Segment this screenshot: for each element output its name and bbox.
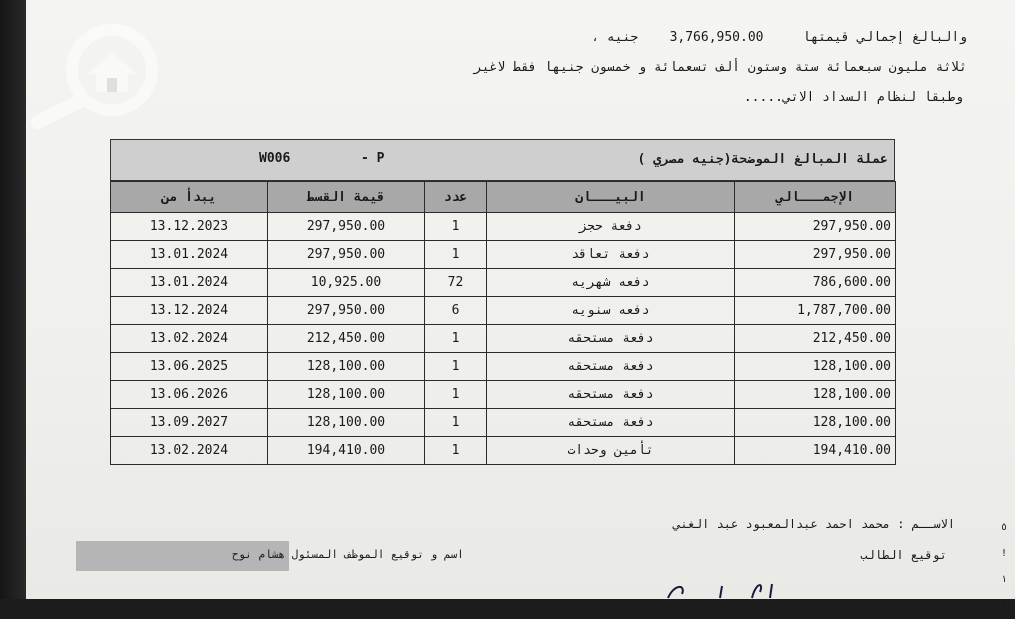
- total-amount-line: [591, 30, 967, 45]
- cell-count: 72: [425, 269, 487, 297]
- house-search-logo-icon: [24, 18, 164, 133]
- cell-start-date: 13.12.2024: [111, 297, 268, 325]
- amount-value: 3,766,950.00: [669, 30, 764, 45]
- table-row: [111, 353, 896, 381]
- cell-description: دفعه سنويه: [487, 297, 735, 325]
- applicant-signature-label: توقيع الطالب: [860, 548, 947, 562]
- amount-currency: جنيه ،: [591, 30, 639, 45]
- currency-bar: [110, 139, 895, 181]
- side-mark: ٩: [1000, 600, 1007, 611]
- cell-count: 1: [425, 437, 487, 465]
- cell-installment: 297,950.00: [268, 241, 425, 269]
- cell-total: 128,100.00: [735, 381, 896, 409]
- table-row: [111, 409, 896, 437]
- handwritten-signature: [660, 580, 780, 599]
- cell-installment: 212,450.00: [268, 325, 425, 353]
- header-total: الإجمـــالي: [735, 182, 896, 213]
- cell-installment: 297,950.00: [268, 297, 425, 325]
- header-count: عدد: [425, 182, 487, 213]
- cell-count: 1: [425, 325, 487, 353]
- cell-total: 297,950.00: [735, 213, 896, 241]
- header-description: البيـــان: [487, 182, 735, 213]
- table-header-row: [111, 182, 896, 213]
- payment-schedule-table: [110, 181, 896, 465]
- cell-start-date: 13.01.2024: [111, 269, 268, 297]
- officer-signature-label: اسم و توقيع الموظف المسئول هشام نوح: [232, 548, 464, 561]
- cell-total: 1,787,700.00: [735, 297, 896, 325]
- cell-total: 786,600.00: [735, 269, 896, 297]
- cell-description: دفعة مستحقه: [487, 381, 735, 409]
- cell-installment: 128,100.00: [268, 353, 425, 381]
- cell-count: 1: [425, 213, 487, 241]
- table-row: [111, 437, 896, 465]
- customer-name-line: الاســم : محمد احمد عبدالمعبود عبد الغني: [673, 517, 955, 531]
- table-row: [111, 269, 896, 297]
- amount-in-words: ثلاثة مليون سبعمائة ستة وستون ألف تسعمائة و خمسون جنيها فقط لاغير: [473, 60, 967, 75]
- table-row: [111, 381, 896, 409]
- left-dark-edge: [0, 0, 26, 599]
- side-mark: ١: [1000, 574, 1007, 585]
- cell-count: 1: [425, 241, 487, 269]
- table-row: [111, 241, 896, 269]
- cell-description: دفعة مستحقه: [487, 409, 735, 437]
- cell-start-date: 13.01.2024: [111, 241, 268, 269]
- cell-start-date: 13.09.2027: [111, 409, 268, 437]
- cell-description: دفعة مستحقه: [487, 325, 735, 353]
- currency-code: W006: [259, 151, 291, 166]
- header-start-date: يبدأ من: [111, 182, 268, 213]
- cell-count: 1: [425, 353, 487, 381]
- amount-label: والبالغ إجمالي قيمتها: [802, 30, 967, 45]
- cell-installment: 297,950.00: [268, 213, 425, 241]
- cell-start-date: 13.06.2026: [111, 381, 268, 409]
- cell-start-date: 13.02.2024: [111, 437, 268, 465]
- cell-start-date: 13.06.2025: [111, 353, 268, 381]
- header-installment: قيمة القسط: [268, 182, 425, 213]
- cell-description: دفعة مستحقه: [487, 353, 735, 381]
- cell-installment: 10,925.00: [268, 269, 425, 297]
- cell-installment: 128,100.00: [268, 409, 425, 437]
- cell-description: تأمين وحدات: [487, 437, 735, 465]
- cell-count: 6: [425, 297, 487, 325]
- cell-total: 128,100.00: [735, 409, 896, 437]
- cell-total: 297,950.00: [735, 241, 896, 269]
- table-row: [111, 325, 896, 353]
- cell-installment: 194,410.00: [268, 437, 425, 465]
- side-margin-marks: [1001, 515, 1007, 619]
- cell-description: دفعه شهريه: [487, 269, 735, 297]
- payment-schedule-intro: وطبقا لنظام السداد الاتي.....: [743, 90, 963, 105]
- cell-start-date: 13.12.2023: [111, 213, 268, 241]
- side-mark: ٥: [1000, 522, 1007, 533]
- cell-installment: 128,100.00: [268, 381, 425, 409]
- cell-start-date: 13.02.2024: [111, 325, 268, 353]
- cell-total: 194,410.00: [735, 437, 896, 465]
- cell-total: 212,450.00: [735, 325, 896, 353]
- cell-count: 1: [425, 381, 487, 409]
- currency-dash: - P: [361, 151, 385, 166]
- cell-count: 1: [425, 409, 487, 437]
- currency-title: عملة المبالغ الموضحة(جنيه مصري ): [637, 152, 888, 167]
- table-row: [111, 213, 896, 241]
- cell-description: دفعة حجز: [487, 213, 735, 241]
- table-row: [111, 297, 896, 325]
- cell-description: دفعة تعاقد: [487, 241, 735, 269]
- cell-total: 128,100.00: [735, 353, 896, 381]
- side-mark: !: [1000, 548, 1007, 559]
